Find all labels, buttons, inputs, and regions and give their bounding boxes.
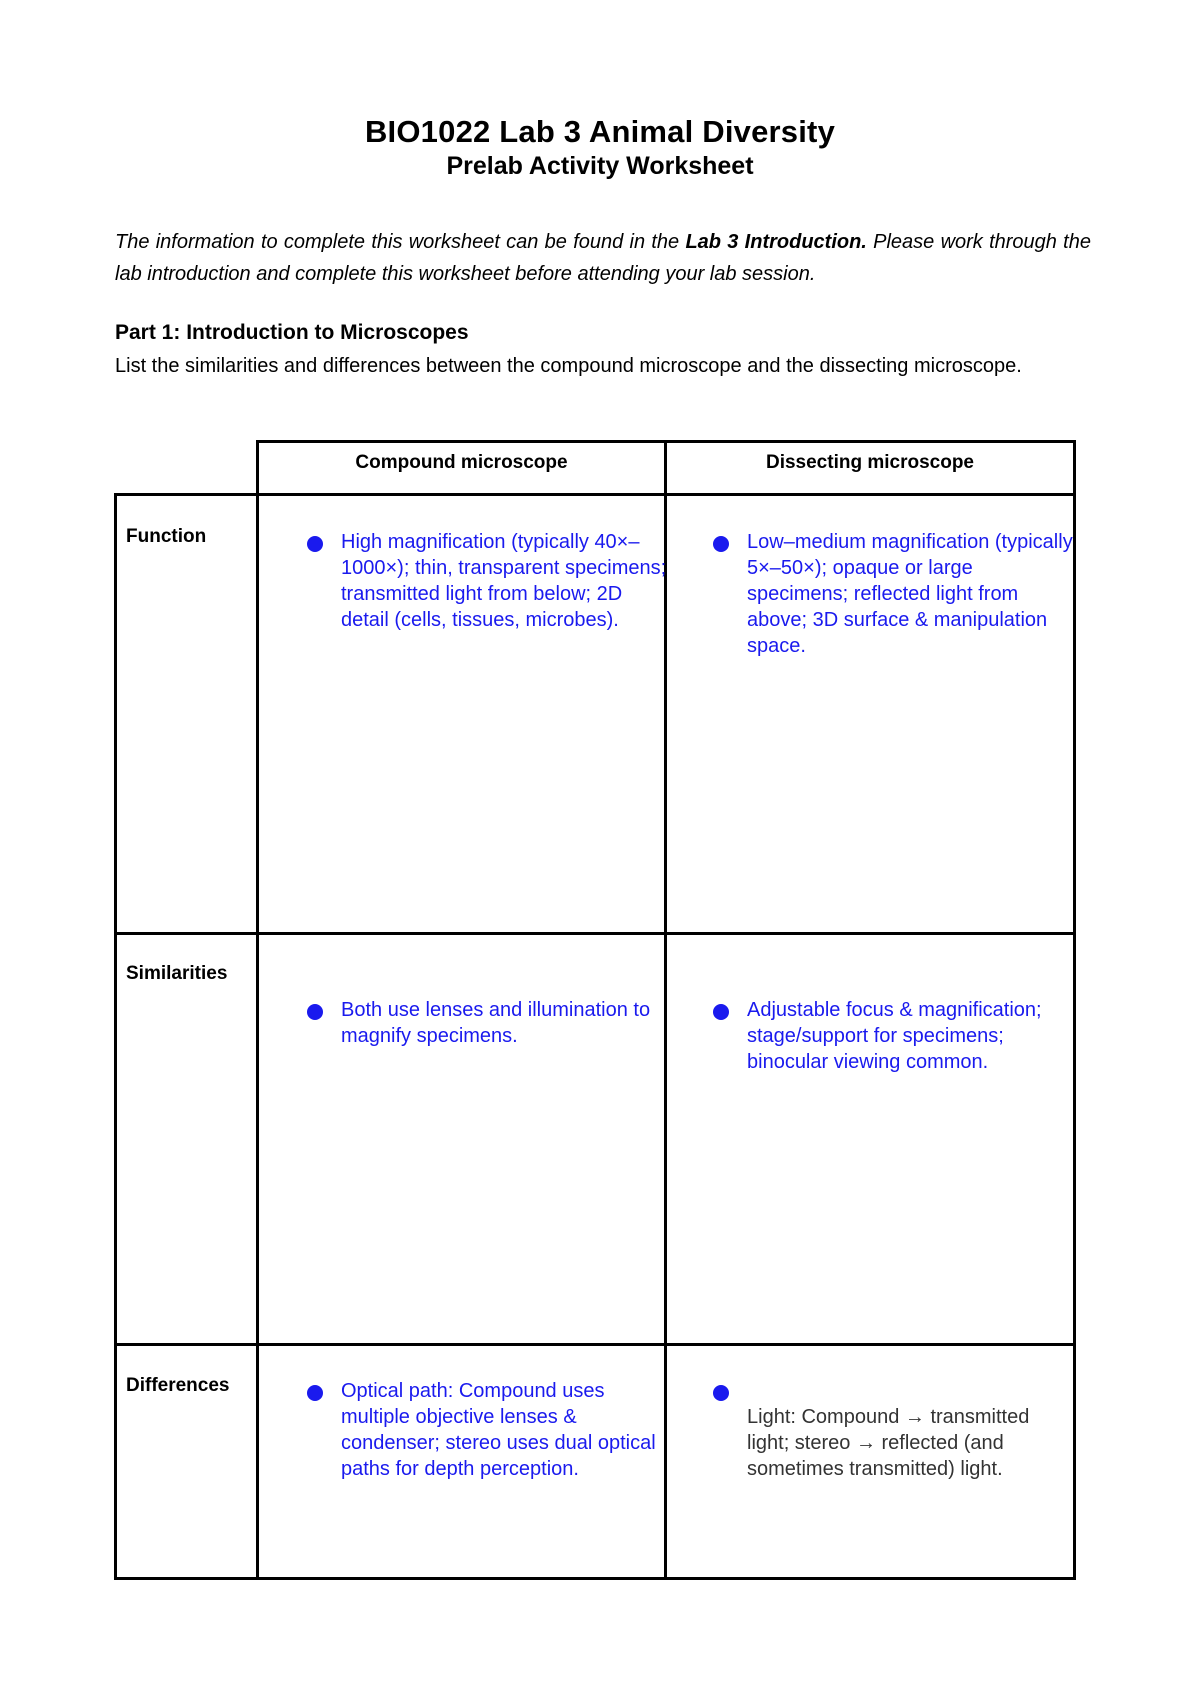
intro-text-before: The information to complete this worksheet can be found in the (115, 231, 686, 253)
bullet-icon (713, 1385, 729, 1401)
column-header-dissecting: Dissecting microscope (765, 452, 975, 473)
page-title: BIO1022 Lab 3 Animal Diversity (364, 114, 836, 149)
intro-bold-link-text: Lab 3 Introduction. (685, 231, 867, 253)
table-border-left (114, 493, 117, 1580)
bullet-icon (713, 536, 729, 552)
cell-differences-dissecting[interactable]: Light: Compound → transmitted light; stereo → reflected (and sometimes transmitted) light. (747, 1406, 1030, 1480)
row-label-differences: Differences (126, 1375, 230, 1396)
bullet-icon (307, 536, 323, 552)
row-label-function: Function (126, 526, 207, 547)
row-label-similarities: Similarities (126, 963, 228, 984)
bullet-icon (713, 1004, 729, 1020)
column-header-compound: Compound microscope (355, 452, 568, 473)
part1-description: List the similarities and differences between the compound microscope and the dissecting microscope. (115, 355, 1022, 377)
cell-function-compound[interactable]: High magnification (typically 40×–1000×); thin, transparent specimens; transmitted light from below; 2D detail (cells, tissues, microbes). (341, 531, 667, 631)
part1-heading: Part 1: Introduction to Microscopes (115, 321, 469, 344)
bullet-icon (307, 1004, 323, 1020)
cell-similarities-compound[interactable]: Both use lenses and illumination to magnify specimens. (341, 999, 651, 1047)
intro-paragraph (115, 226, 1091, 290)
table-border-label-divider (256, 440, 259, 1580)
cell-function-dissecting[interactable]: Low–medium magnification (typically 5×–50×); opaque or large specimens; reflected light from above; 3D surface & manipulation space. (747, 531, 1073, 657)
bullet-icon (307, 1385, 323, 1401)
cell-similarities-dissecting[interactable]: Adjustable focus & magnification; stage/support for specimens; binocular viewing common. (747, 999, 1042, 1073)
cell-differences-compound[interactable]: Optical path: Compound uses multiple objective lenses & condenser; stereo uses dual optical paths for depth perception. (341, 1380, 656, 1480)
intro-text-after: Please work through the lab introduction and complete this worksheet before attending your lab session. (115, 231, 1091, 285)
page-subtitle: Prelab Activity Worksheet (446, 152, 754, 180)
